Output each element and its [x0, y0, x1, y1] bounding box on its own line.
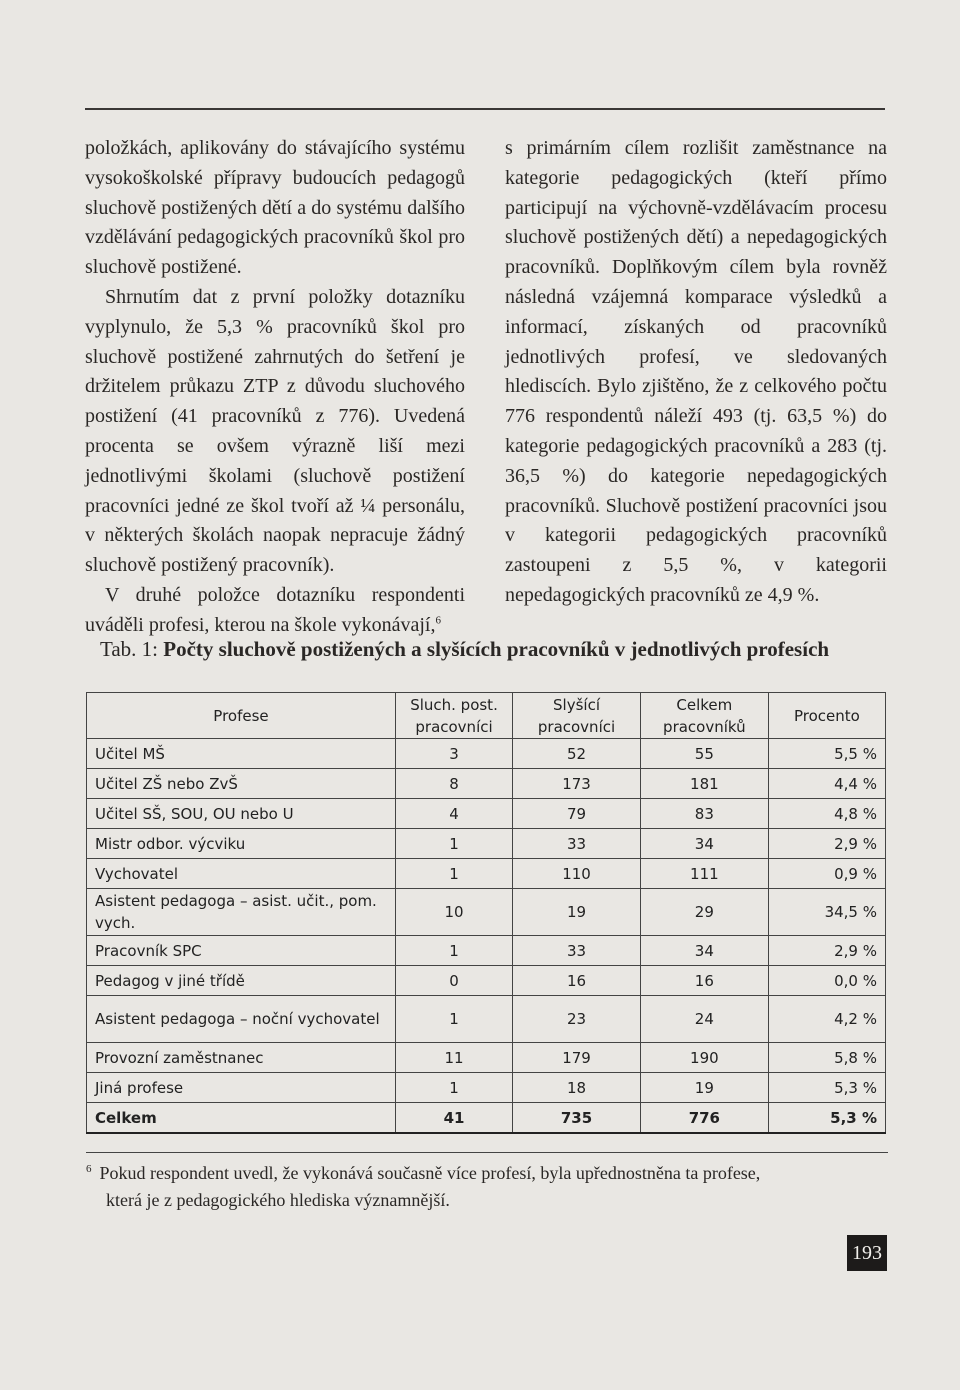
table-row: [87, 859, 886, 889]
cell-celkem: 24: [640, 996, 768, 1043]
professions-table: [86, 692, 886, 1134]
cell-profese: Asistent pedagoga – noční vychovatel: [87, 996, 396, 1043]
header-procento: Procento: [768, 693, 885, 739]
cell-sluch: 1: [395, 936, 512, 966]
cell-procento: 0,9 %: [768, 859, 885, 889]
cell-procento: 5,5 %: [768, 739, 885, 769]
table-total-row: [87, 1103, 886, 1134]
table-row: [87, 1073, 886, 1103]
cell-slysici: 19: [513, 889, 641, 936]
cell-profese: Mistr odbor. výcviku: [87, 829, 396, 859]
cell-profese: Asistent pedagoga – asist. učit., pom. vych.: [87, 889, 396, 936]
left-paragraph-3-text: V druhé položce dotazníku respondenti uváděli profesi, kterou na škole vykonávají,: [85, 583, 465, 636]
header-sluch: [395, 693, 512, 739]
cell-slysici: 16: [513, 966, 641, 996]
cell-slysici: 23: [513, 996, 641, 1043]
cell-celkem: 34: [640, 936, 768, 966]
cell-procento: 5,3 %: [768, 1103, 885, 1134]
left-paragraph-2: Shrnutím dat z první položky dotazníku vyplynulo, že 5,3 % pracovníků škol pro sluchově postižené zahrnutých do šetření je držitelem průkazu ZTP z důvodu sluchového postižení (41 pracovníků z 776). Uvedená procenta se ovšem výrazně liší mezi jednotlivými školami (sluchově postižení pracovníci jedné ze škol tvoří až ¼ personálu, v některých školách naopak nepracuje žádný sluchově postižený pracovník).: [85, 285, 465, 577]
table-row: [87, 1043, 886, 1073]
cell-procento: 4,4 %: [768, 769, 885, 799]
cell-profese: Jiná profese: [87, 1073, 396, 1103]
table-row: [87, 889, 886, 936]
table-header-row: [87, 693, 886, 739]
cell-celkem: 83: [640, 799, 768, 829]
cell-profese: Učitel ZŠ nebo ZvŠ: [87, 769, 396, 799]
cell-slysici: 110: [513, 859, 641, 889]
cell-profese: Učitel SŠ, SOU, OU nebo U: [87, 799, 396, 829]
cell-procento: 34,5 %: [768, 889, 885, 936]
table-row: [87, 769, 886, 799]
header-slysici-line1: Slyšící: [553, 695, 600, 714]
left-paragraph-1: položkách, aplikovány do stávajícího systému vysokoškolské přípravy budoucích pedagogů sluchově postižených dětí a do systému dalšího vzdělávání pedagogických pracovníků škol pro sluchově postižené.: [85, 137, 465, 279]
right-paragraph-1: s primárním cílem rozlišit zaměstnance na kategorie pedagogických (kteří přímo participují na výchovně-vzdělávacím procesu sluchově postižených dětí) a nepedagogických pracovníků. Doplňkovým cílem byla rovněž následná vzájemná komparace výsledků a informací, získaných od pracovníků jednotlivých profesí, ve sledovaných hlediscích. Bylo zjištěno, že z celkového počtu 776 respondentů náleží 493 (tj. 63,5 %) do kategorie pedagogických pracovníků a 283 (tj. 36,5 %) do kategorie nepedagogických pracovníků. Sluchově postižení pracovníci jsou v kategorii pedagogických pracovníků zastoupeni z 5,5 %, v kategorii nepedagogických pracovníků ze 4,9 %.: [505, 137, 887, 606]
table-caption-title: Počty sluchově postižených a slyšících pracovníků v jednotlivých profesích: [163, 637, 830, 661]
cell-procento: 4,2 %: [768, 996, 885, 1043]
footnote-text-2: která je z pedagogického hlediska významnější.: [106, 1190, 450, 1210]
footnote-number: 6: [86, 1163, 92, 1175]
cell-procento: 4,8 %: [768, 799, 885, 829]
page-number: 193: [847, 1235, 887, 1271]
header-celkem-line1: Celkem: [676, 695, 733, 714]
cell-celkem: 190: [640, 1043, 768, 1073]
cell-slysici: 735: [513, 1103, 641, 1134]
cell-celkem: 19: [640, 1073, 768, 1103]
cell-celkem: 29: [640, 889, 768, 936]
cell-slysici: 173: [513, 769, 641, 799]
cell-slysici: 33: [513, 936, 641, 966]
cell-procento: 5,8 %: [768, 1043, 885, 1073]
table-row: [87, 966, 886, 996]
header-celkem-line2: pracovníků: [663, 717, 746, 736]
header-celkem: [640, 693, 768, 739]
table-row: [87, 829, 886, 859]
cell-slysici: 179: [513, 1043, 641, 1073]
cell-slysici: 18: [513, 1073, 641, 1103]
cell-profese: Vychovatel: [87, 859, 396, 889]
cell-profese: Učitel MŠ: [87, 739, 396, 769]
cell-sluch: 41: [395, 1103, 512, 1134]
cell-sluch: 1: [395, 996, 512, 1043]
cell-procento: 2,9 %: [768, 829, 885, 859]
table-row: [87, 739, 886, 769]
cell-sluch: 1: [395, 859, 512, 889]
cell-sluch: 10: [395, 889, 512, 936]
cell-profese: Pracovník SPC: [87, 936, 396, 966]
header-rule: [85, 108, 885, 110]
table-caption-prefix: Tab. 1:: [100, 637, 159, 661]
cell-procento: 5,3 %: [768, 1073, 885, 1103]
table-row: [87, 936, 886, 966]
cell-profese: Pedagog v jiné třídě: [87, 966, 396, 996]
right-text-column: [505, 134, 887, 611]
cell-celkem: 55: [640, 739, 768, 769]
cell-sluch: 3: [395, 739, 512, 769]
header-slysici-line2: pracovníci: [537, 717, 616, 736]
header-slysici: [513, 693, 641, 739]
cell-procento: 0,0 %: [768, 966, 885, 996]
cell-sluch: 11: [395, 1043, 512, 1073]
cell-sluch: 4: [395, 799, 512, 829]
cell-celkem: 181: [640, 769, 768, 799]
table-row: [87, 996, 886, 1043]
cell-celkem: 34: [640, 829, 768, 859]
cell-celkem: 16: [640, 966, 768, 996]
footnote-rule: [86, 1152, 888, 1153]
header-sluch-line1: Sluch. post.: [410, 695, 498, 714]
cell-sluch: 8: [395, 769, 512, 799]
cell-procento: 2,9 %: [768, 936, 885, 966]
cell-slysici: 33: [513, 829, 641, 859]
cell-celkem: 111: [640, 859, 768, 889]
cell-sluch: 1: [395, 1073, 512, 1103]
cell-slysici: 79: [513, 799, 641, 829]
header-sluch-line2: pracovníci: [415, 717, 493, 736]
cell-sluch: 1: [395, 829, 512, 859]
cell-profese: Provozní zaměstnanec: [87, 1043, 396, 1073]
footnote-reference: 6: [435, 614, 441, 627]
left-paragraph-3: [85, 581, 465, 641]
header-profese: Profese: [87, 693, 396, 739]
cell-slysici: 52: [513, 739, 641, 769]
footnote: [86, 1160, 886, 1214]
table-row: [87, 799, 886, 829]
cell-sluch: 0: [395, 966, 512, 996]
table-caption: [100, 637, 900, 662]
cell-profese: Celkem: [87, 1103, 396, 1134]
cell-celkem: 776: [640, 1103, 768, 1134]
left-text-column: [85, 134, 465, 641]
footnote-text-1: Pokud respondent uvedl, že vykonává současně více profesí, byla upřednostněna ta profese,: [99, 1163, 761, 1183]
footnote-line-1: [86, 1160, 886, 1187]
